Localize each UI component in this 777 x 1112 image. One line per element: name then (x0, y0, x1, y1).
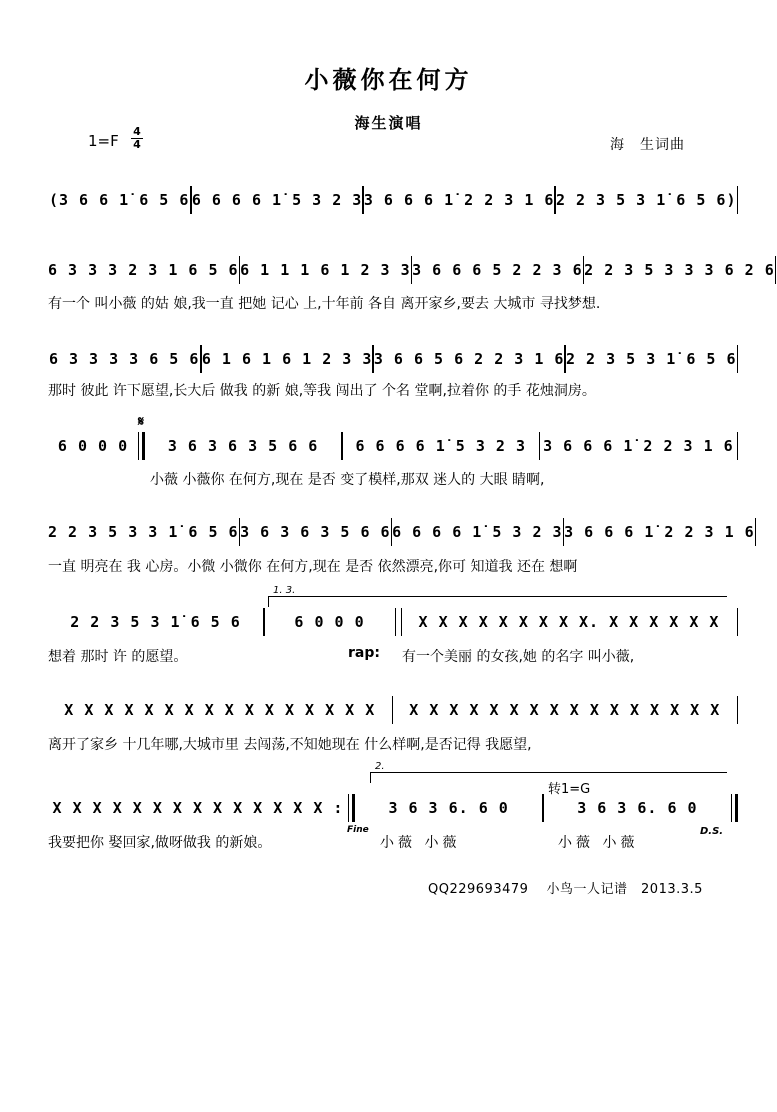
measure: 3 6 6 6 5 2 2 3 6 (412, 261, 583, 279)
measure: 2 2 3 5 3 3 1̇ 6 5 6 (48, 523, 239, 541)
lyrics-line-7: 离开了家乡 十几年哪,大城市里 去闯荡,不知她现在 什么样啊,是否记得 我愿望, (48, 737, 532, 753)
lyrics-line-3: 那时 彼此 许下愿望,长大后 做我 的新 娘,等我 闯出了 个名 堂啊,拉着你 的手 花烛洞房。 (48, 383, 596, 399)
double-barline (731, 794, 738, 822)
barline (737, 696, 739, 724)
ds-mark: D.S. (700, 826, 724, 837)
measure: X X X X X X X X X X X X X X : (52, 799, 344, 817)
notation-line-5 (48, 522, 755, 542)
singer-credit: 海生演唱 (354, 114, 423, 132)
measure: 2 2 3 5 3 1̇ 6 5 6 (565, 350, 737, 368)
lyrics-line-6: 想着 那时 许 的愿望。 (48, 649, 188, 665)
measure: 6 0 0 0 (294, 613, 365, 631)
barline (737, 432, 739, 460)
measure: 3 6 3 6 3 5 6 6 (240, 523, 391, 541)
measure: 6 3 3 3 3 6 5 6 (48, 350, 200, 368)
barline (737, 345, 739, 373)
notation-line-6 (48, 612, 738, 632)
measure: 6 6 6 6 1̇ 5 3 2 3 (191, 191, 363, 209)
fine-mark: Fine (347, 825, 369, 835)
measure: 6 1 1 1 6 1 2 3 3 (240, 261, 411, 279)
notation-line-8 (48, 798, 738, 818)
lyrics-line-8-b: 小薇 小薇 (380, 835, 461, 851)
barline (775, 256, 777, 284)
footer-credit: QQ229693479 小鸟一人记谱 2013.3.5 (428, 882, 703, 897)
composer-credit: 海 生词曲 (610, 137, 685, 153)
measure: 6 6 6 6 1̇ 5 3 2 3 (392, 523, 563, 541)
rap-lyrics-line-6: 有一个美丽 的女孩,她 的名字 叫小薇, (402, 649, 635, 665)
notation-line-4 (48, 436, 738, 456)
measure: X X X X X X X X X X X X X X X X (409, 701, 721, 719)
measure: 3 6 6 6 1̇ 2 2 3 1 6 (564, 523, 755, 541)
measure: 6 1 6 1 6 1 2 3 3 (201, 350, 373, 368)
key-signature: 1=F (88, 132, 119, 150)
measure: 6 3 3 3 2 3 1 6 5 6 (48, 261, 239, 279)
notation-line-7 (48, 700, 738, 720)
segno-sign: 𝄋 (138, 414, 145, 430)
notation-line-1 (48, 190, 738, 210)
measure: 2 2 3 5 3 1̇ 6 5 6) (555, 191, 737, 209)
double-barline (138, 432, 145, 460)
measure: X X X X X X X X X. X X X X X X (418, 613, 720, 631)
measure: 3 6 6 5 6 2 2 3 1 6 (373, 350, 565, 368)
measure: 2 2 3 5 3 3 3 6 2 6 (584, 261, 775, 279)
song-title: 小薇你在何方 (304, 65, 473, 94)
key-change: 转1=G (548, 782, 591, 797)
time-signature: $\frac{4}{4}$ (131, 126, 143, 151)
rap-label: rap: (348, 645, 380, 661)
measure: 3 6 3 6. 6 0 (388, 799, 509, 817)
volta-bracket-2: 2. (370, 772, 727, 783)
measure: (3 6 6 1̇ 6 5 6 (48, 191, 190, 209)
measure: 3 6 3 6. 6 0 (577, 799, 698, 817)
measure: 6 0 0 0 (57, 437, 129, 455)
measure: 6 6 6 6 1̇ 5 3 2 3 (355, 437, 527, 455)
barline (737, 186, 739, 214)
notation-line-2 (48, 260, 775, 280)
barline (395, 608, 402, 636)
lyrics-line-8-c: 小薇 小薇 (558, 835, 639, 851)
measure: 3 6 6 6 1̇ 2 2 3 1 6 (363, 191, 555, 209)
measure: 3 6 3 6 3 5 6 6 (167, 437, 319, 455)
lyrics-line-4: 小薇 小薇你 在何方,现在 是否 变了模样,那双 迷人的 大眼 睛啊, (150, 472, 545, 488)
lyrics-line-5: 一直 明亮在 我 心房。小微 小微你 在何方,现在 是否 依然漂亮,你可 知道我 还在 想啊 (48, 559, 578, 575)
volta-bracket-1: 1. 3. (268, 596, 727, 607)
measure: 3 6 6 6 1̇ 2 2 3 1 6 (543, 437, 734, 455)
measure: 2 2 3 5 3 1̇ 6 5 6 (70, 613, 241, 631)
notation-line-3 (48, 349, 738, 369)
barline (737, 608, 739, 636)
repeat-barline (348, 794, 355, 822)
measure: X X X X X X X X X X X X X X X X (64, 701, 376, 719)
lyrics-line-8: 我要把你 娶回家,做呀做我 的新娘。 (48, 835, 272, 851)
barline (755, 518, 757, 546)
lyrics-line-2: 有一个 叫小薇 的姑 娘,我一直 把她 记心 上,十年前 各自 离开家乡,要去 大城市 寻找梦想. (48, 296, 601, 312)
